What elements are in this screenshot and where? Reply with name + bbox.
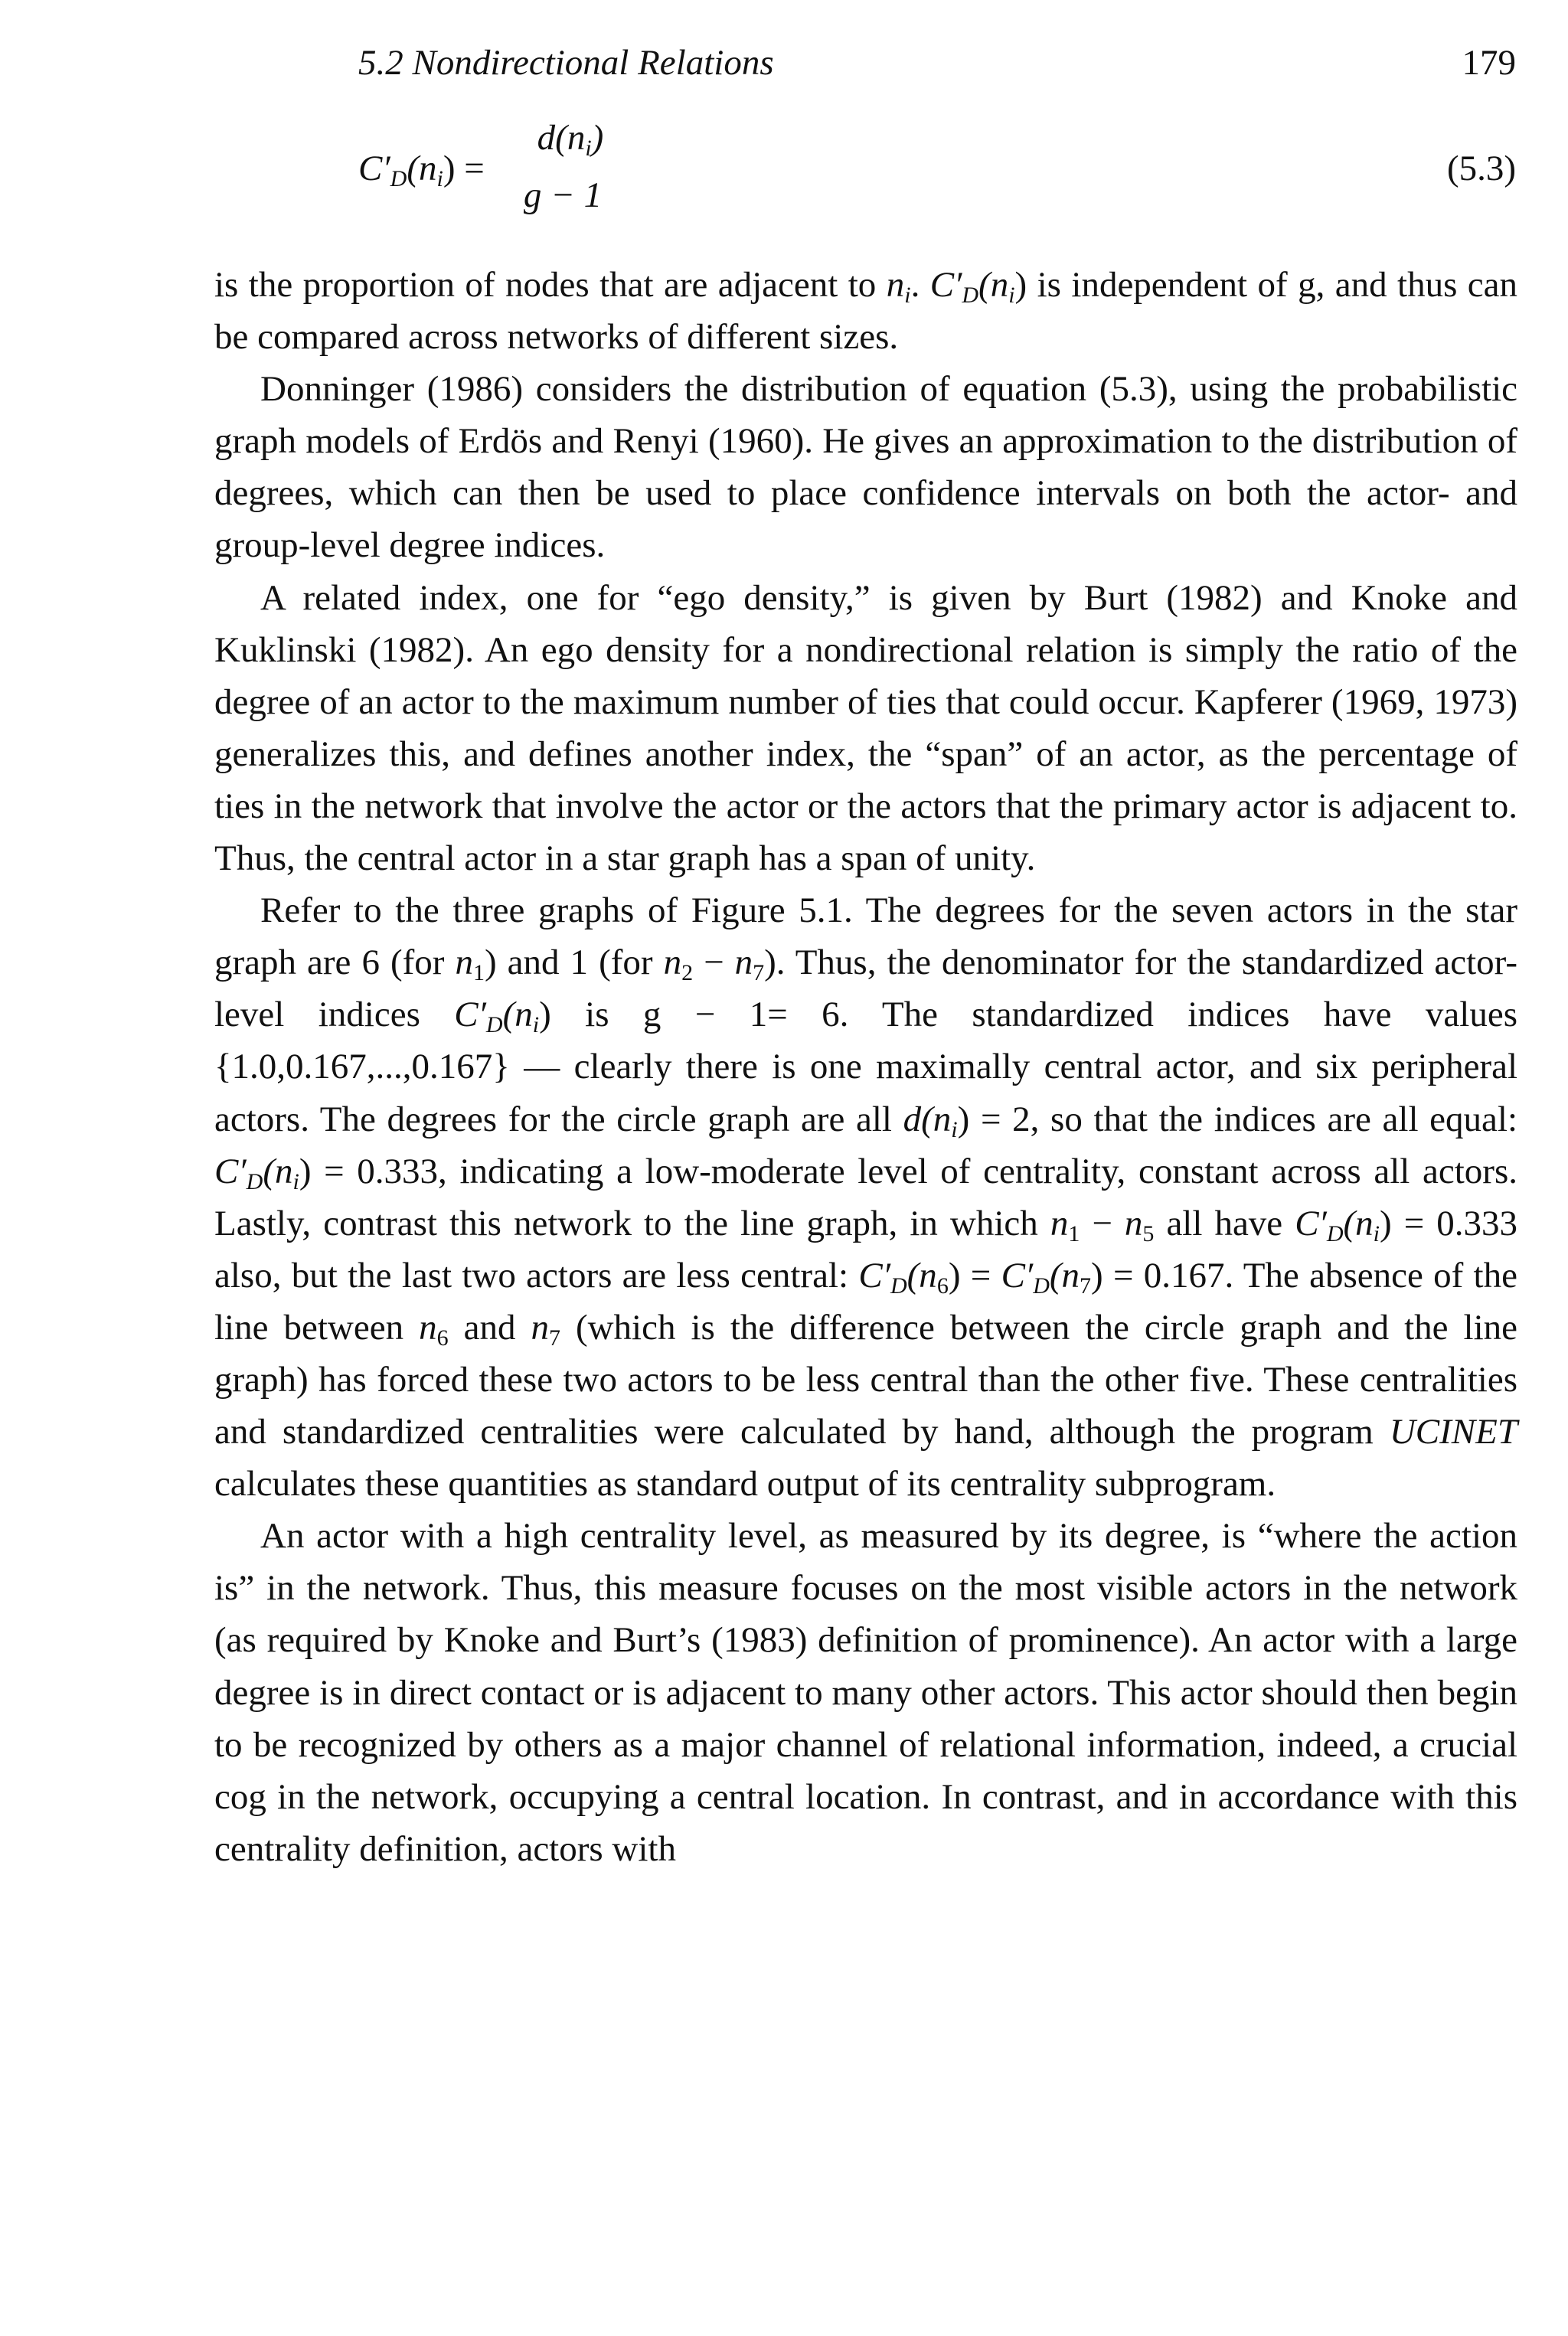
equation-numerator: $d(n_i)$	[537, 118, 604, 161]
paragraph-5: An actor with a high centrality level, as measured by its degree, is “where the action is” in the network. Thus, this measure focuses on the most visible actors in the network (as required by Knoke and Burt’s (1983) definition of prominence). An actor with a large degree is in direct contact or is adjacent to many other actors. This actor should then begin to be recognized by others as a major channel of relational information, indeed, a crucial cog in the network, occupying a central location. In contrast, and in accordance with this centrality definition, actors with	[214, 1516, 1517, 1869]
page-number: 179	[1462, 43, 1516, 83]
equation-denominator: g − 1	[523, 175, 603, 215]
running-head: 5.2 Nondirectional Relations	[358, 43, 774, 83]
equation-lhs: $C'_D(n_i)$ =	[358, 149, 485, 191]
paragraph-3: A related index, one for “ego density,” is given by Burt (1982) and Knoke and Kuklinski (1982). An ego density for a nondirectional relation is simply the ratio of the degree of an actor to the maximum number of ties that could occur. Kapferer (1969, 1973) generalizes this, and defines another index, the “span” of an actor, as the percentage of ties in the network that involve the actor or the actors that the primary actor is adjacent to. Thus, the central actor in a star graph has a span of unity.	[214, 577, 1517, 879]
paragraph-1: is the proportion of nodes that are adjacent to $n_i$. $C'_D(n_i)$ is independent of g, and thus can be compared across networks of different sizes.	[214, 265, 1517, 358]
body-text	[214, 259, 1517, 1875]
equation-fraction	[505, 115, 620, 219]
equation-number: (5.3)	[1446, 149, 1516, 188]
equation-5-3	[358, 115, 1516, 214]
paragraph-2: Donninger (1986) considers the distribution of equation (5.3), using the probabilistic graph models of Erdös and Renyi (1960). He gives an approximation to the distribution of degrees, which can then be used to place confidence intervals on both the actor- and group-level degree indices.	[214, 369, 1517, 566]
paragraph-4: Refer to the three graphs of Figure 5.1. The degrees for the seven actors in the star graph are 6 (for $n_1$) and 1 (for $n_2 - n_7$). Thus, the denominator for the standardized actor-level indices $C'_D(n_i)$ is g − 1= 6. The standardized indices have values {1.0,0.167,...,0.167} — clearly there is one maximally central actor, and six peripheral actors. The degrees for the circle graph are all $d(n_i) = 2$, so that the indices are all equal: $C'_D(n_i) = 0.333$, indicating a low-moderate level of centrality, constant across all actors. Lastly, contrast this network to the line graph, in which $n_1 - n_5$ all have $C'_D(n_i) = 0.333$ also, but the last two actors are less central: $C'_D(n_6) = C'_D(n_7) = 0.167$. The absence of the line between $n_6$ and $n_7$ (which is the difference between the circle graph and the line graph) has forced these two actors to be less central than the other five. These centralities and standardized centralities were calculated by hand, although the program UCINET calculates these quantities as standard output of its centrality subprogram.	[214, 890, 1518, 1505]
